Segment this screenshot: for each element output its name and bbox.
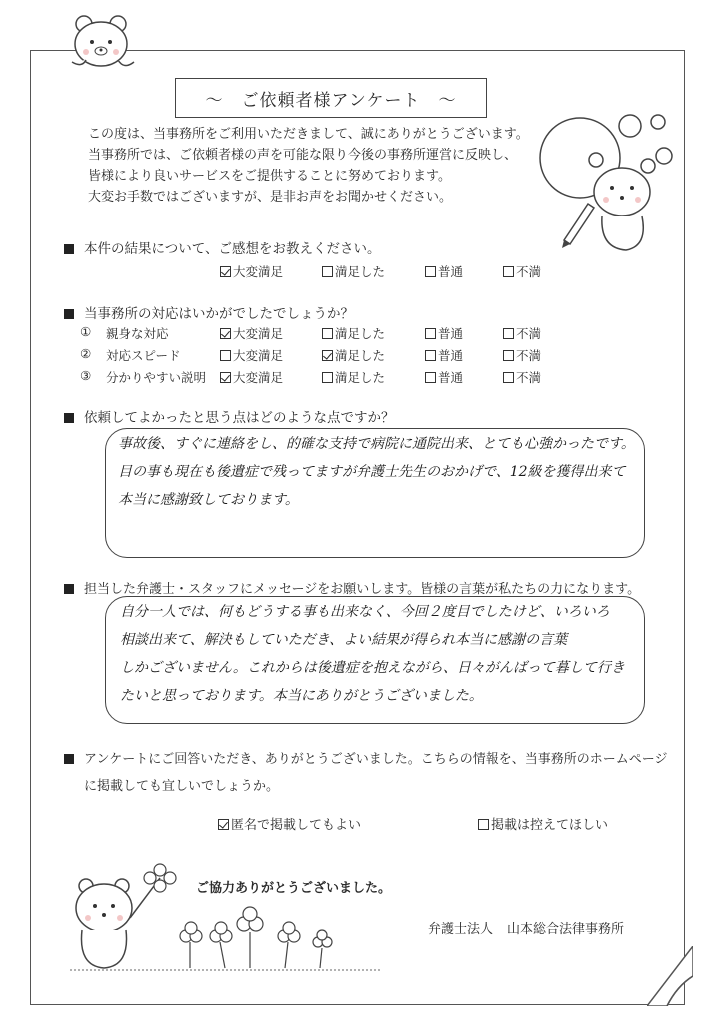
question-5-line: に掲載しても宜しいでしょうか。 bbox=[84, 779, 280, 794]
page-curl bbox=[647, 946, 693, 1006]
q2-row-2-option-dissatisfied[interactable]: 不満 bbox=[503, 346, 541, 364]
bullet-square bbox=[64, 309, 74, 319]
bear-with-pencil-illustration bbox=[530, 108, 690, 258]
q2-row-1-label: 親身な対応 bbox=[106, 326, 169, 341]
checkbox[interactable] bbox=[503, 328, 514, 339]
thanks-message: ご協力ありがとうございました。 bbox=[196, 881, 392, 896]
q2-row-3-option-satisfied[interactable]: 満足した bbox=[322, 368, 385, 386]
q2-row-3-option-normal[interactable]: 普通 bbox=[425, 368, 463, 386]
question-2-text: 当事務所の対応はいかがでしたでしょうか？ bbox=[84, 306, 354, 322]
q3-answer-line: 事故後、すぐに連絡をし、的確な支持で病院に通院出来、とても心強かったです。 bbox=[118, 436, 635, 452]
page-title: ～ ご依頼者様アンケート ～ bbox=[175, 78, 487, 118]
checkbox-checked[interactable] bbox=[218, 819, 229, 830]
q2-row-1-option-normal[interactable]: 普通 bbox=[425, 324, 463, 342]
q4-answer-line: たいと思っております。本当にありがとうございました。 bbox=[120, 688, 483, 704]
checkbox[interactable] bbox=[425, 350, 436, 361]
bullet-square bbox=[64, 413, 74, 423]
firm-name: 山本総合法律事務所 bbox=[507, 922, 625, 937]
q2-row-3-label: 分かりやすい説明 bbox=[106, 370, 207, 385]
checkbox[interactable] bbox=[503, 350, 514, 361]
q3-answer-line: 目の事も現在も後遺症で残ってますが弁護士先生のおかげで、12級を獲得出来て bbox=[118, 464, 626, 480]
q4-answer-line: しかございません。これからは後遺症を抱えながら、日々がんばって暮して行き bbox=[120, 660, 625, 676]
question-1 bbox=[64, 237, 380, 257]
intro-line: この度は、当事務所をご利用いただきまして、誠にありがとうございます。 bbox=[88, 127, 529, 142]
q1-option-satisfied[interactable]: 満足した bbox=[322, 262, 385, 280]
question-2 bbox=[64, 302, 354, 322]
bear-peeking-illustration bbox=[62, 10, 142, 76]
q2-row-3-option-very-satisfied[interactable]: 大変満足 bbox=[220, 368, 283, 386]
checkbox-checked[interactable] bbox=[322, 350, 333, 361]
checkbox[interactable] bbox=[478, 819, 489, 830]
checkbox-checked[interactable] bbox=[220, 372, 231, 383]
bullet-square bbox=[64, 584, 74, 594]
checkbox[interactable] bbox=[322, 266, 333, 277]
checkbox[interactable] bbox=[425, 372, 436, 383]
checkbox[interactable] bbox=[503, 266, 514, 277]
q2-row-1-option-dissatisfied[interactable]: 不満 bbox=[503, 324, 541, 342]
checkbox[interactable] bbox=[425, 328, 436, 339]
q3-answer-line: 本当に感謝致しております。 bbox=[118, 492, 299, 508]
bear-with-clover-illustration bbox=[60, 858, 390, 978]
checkbox-checked[interactable] bbox=[220, 328, 231, 339]
publish-option-decline[interactable]: 掲載は控えてほしい bbox=[478, 814, 608, 833]
checkbox[interactable] bbox=[322, 328, 333, 339]
question-4 bbox=[64, 578, 640, 597]
q2-row-3-number: ③ bbox=[80, 368, 92, 383]
q2-row-2-number: ② bbox=[80, 346, 92, 361]
q1-option-very-satisfied[interactable]: 大変満足 bbox=[220, 262, 283, 280]
intro-text bbox=[88, 124, 529, 208]
intro-line: 皆様により良いサービスをご提供することに努めております。 bbox=[88, 169, 451, 184]
intro-line: 大変お手数ではございますが、是非お声をお聞かせください。 bbox=[88, 190, 453, 205]
question-4-text: 担当した弁護士・スタッフにメッセージをお願いします。皆様の言葉が私たちの力になります。 bbox=[84, 582, 641, 597]
intro-line: 当事務所では、ご依頼者様の声を可能な限り今後の事務所運営に反映し、 bbox=[88, 148, 518, 163]
q2-row-1-number: ① bbox=[80, 324, 92, 339]
q2-row-3-option-dissatisfied[interactable]: 不満 bbox=[503, 368, 541, 386]
question-3 bbox=[64, 406, 395, 426]
checkbox[interactable] bbox=[220, 350, 231, 361]
bullet-square bbox=[64, 244, 74, 254]
checkbox[interactable] bbox=[322, 372, 333, 383]
publish-option-anonymous[interactable]: 匿名で掲載してもよい bbox=[218, 814, 361, 833]
firm-type: 弁護士法人 bbox=[428, 922, 494, 937]
q2-row-2-option-very-satisfied[interactable]: 大変満足 bbox=[220, 346, 283, 364]
question-3-text: 依頼してよかったと思う点はどのような点ですか？ bbox=[84, 410, 395, 426]
q2-row-1-option-very-satisfied[interactable]: 大変満足 bbox=[220, 324, 283, 342]
q4-answer-line: 相談出来て、解決もしていただき、よい結果が得られ本当に感謝の言葉 bbox=[120, 632, 568, 648]
checkbox[interactable] bbox=[503, 372, 514, 383]
checkbox[interactable] bbox=[425, 266, 436, 277]
q2-row-2-option-satisfied[interactable]: 満足した bbox=[322, 346, 385, 364]
q2-row-2-option-normal[interactable]: 普通 bbox=[425, 346, 463, 364]
question-5 bbox=[64, 746, 667, 800]
checkbox-checked[interactable] bbox=[220, 266, 231, 277]
q2-row-2-label: 対応スピード bbox=[106, 348, 181, 363]
q1-option-dissatisfied[interactable]: 不満 bbox=[503, 262, 541, 280]
question-1-text: 本件の結果について、ご感想をお教えください。 bbox=[84, 241, 381, 257]
q4-answer-line: 自分一人では、何もどうする事も出来なく、今回２度目でしたけど、いろいろ bbox=[120, 604, 610, 620]
q2-row-1-option-satisfied[interactable]: 満足した bbox=[322, 324, 385, 342]
q1-option-normal[interactable]: 普通 bbox=[425, 262, 463, 280]
question-5-line: アンケートにご回答いただき、ありがとうございました。こちらの情報を、当事務所のホームページ bbox=[84, 752, 668, 767]
bullet-square bbox=[64, 754, 74, 764]
firm-signature bbox=[428, 918, 638, 937]
